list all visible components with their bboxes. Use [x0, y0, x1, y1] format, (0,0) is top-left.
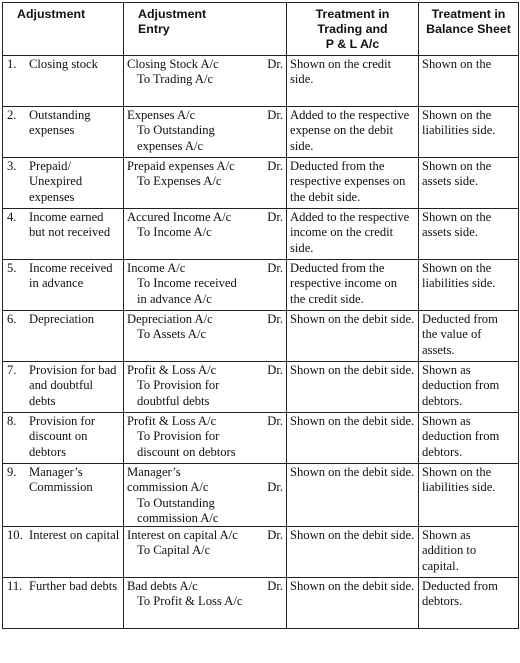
entry-cell	[124, 413, 287, 464]
entry-dr-marker: Dr.	[267, 159, 283, 173]
header-row	[3, 3, 519, 56]
table-row	[3, 260, 519, 311]
table-row	[3, 578, 519, 629]
entry-dr-marker: Dr.	[267, 57, 283, 71]
entry-dr-marker: Dr.	[267, 363, 283, 377]
adjustment-cell	[3, 260, 124, 311]
adjustments-document	[2, 2, 518, 629]
entry-credit-line: To Expenses A/c	[137, 174, 222, 189]
trading-treatment-text: Deducted from the respective income on the credit side.	[290, 261, 398, 306]
entry-debit-account: Income A/c	[127, 261, 186, 275]
entry-debit-account: Profit & Loss A/c	[127, 363, 217, 377]
table-row	[3, 362, 519, 413]
entry-debit-line: Manager’s	[127, 465, 181, 479]
balance-sheet-treatment-cell	[419, 464, 519, 527]
entry-credit-line: commission A/c	[137, 510, 219, 525]
balance-sheet-treatment-cell	[419, 362, 519, 413]
entry-credit-line: expenses A/c	[137, 138, 204, 153]
adjustment-name: Further bad debts	[29, 579, 118, 594]
trading-treatment-text: Shown on the debit side.	[290, 579, 415, 594]
row-number: 6.	[7, 312, 17, 326]
balance-sheet-treatment-text: Shown as addition to capital.	[422, 528, 477, 573]
trading-treatment-cell	[287, 464, 419, 527]
header-adjustment: Adjustment	[3, 3, 124, 56]
balance-sheet-treatment-text: Deducted from the value of assets.	[422, 312, 498, 357]
balance-sheet-treatment-cell	[419, 578, 519, 629]
adjustment-cell	[3, 107, 124, 158]
entry-cell	[124, 527, 287, 578]
adjustment-name: Provision for bad and doubtful debts	[29, 363, 117, 408]
trading-treatment-cell	[287, 209, 419, 260]
entry-debit-account: Depreciation A/c	[127, 312, 213, 326]
balance-sheet-treatment-cell	[419, 107, 519, 158]
table-row	[3, 158, 519, 209]
balance-sheet-treatment-text: Shown on the assets side.	[422, 210, 492, 240]
entry-debit-account: Prepaid expenses A/c	[127, 159, 235, 173]
adjustment-name: Income received in advance	[29, 261, 113, 291]
balance-sheet-treatment-text: Shown on the liabilities side.	[422, 465, 496, 495]
entry-credit-line: To Provision for	[137, 429, 220, 444]
entry-dr-marker: Dr.	[267, 480, 283, 495]
adjustment-name: Manager’s Commission	[29, 465, 93, 495]
entry-credit-line: discount on debtors	[137, 444, 236, 459]
header-balance-sheet-treatment: Treatment in Balance Sheet	[419, 3, 519, 56]
entry-debit-account: Profit & Loss A/c	[127, 414, 217, 428]
adjustment-name: Income earned but not received	[29, 210, 111, 240]
balance-sheet-treatment-text: Shown on the assets side.	[422, 159, 492, 189]
adjustment-name: Interest on capital	[29, 528, 120, 543]
entry-credit-line: To Trading A/c	[137, 72, 214, 87]
trading-treatment-text: Shown on the credit side.	[290, 57, 392, 87]
row-number: 1.	[7, 57, 17, 71]
adjustments-table	[2, 2, 519, 629]
adjustment-cell	[3, 311, 124, 362]
trading-treatment-cell	[287, 311, 419, 362]
entry-dr-marker: Dr.	[267, 210, 283, 224]
adjustment-cell	[3, 209, 124, 260]
adjustment-name: Depreciation	[29, 312, 95, 326]
adjustment-name: Prepaid/ Unexpired expenses	[29, 159, 83, 204]
adjustment-cell	[3, 578, 124, 629]
entry-debit-account: Bad debts A/c	[127, 579, 198, 594]
trading-treatment-cell	[287, 362, 419, 413]
entry-debit-account: Interest on capital A/c	[127, 528, 238, 543]
row-number: 10.	[7, 528, 23, 543]
header-adjustment-entry: Adjustment Entry	[124, 3, 287, 56]
entry-dr-marker: Dr.	[267, 579, 283, 594]
entry-debit-account: Expenses A/c	[127, 108, 196, 122]
entry-credit-line: To Income A/c	[137, 225, 212, 240]
balance-sheet-treatment-cell	[419, 158, 519, 209]
balance-sheet-treatment-text: Shown on the liabilities side.	[422, 108, 496, 138]
entry-dr-marker: Dr.	[267, 312, 283, 326]
table-row	[3, 209, 519, 260]
adjustment-name: Outstanding expenses	[29, 108, 91, 138]
entry-debit-account: commission A/c	[127, 480, 209, 495]
trading-treatment-cell	[287, 107, 419, 158]
trading-treatment-text: Shown on the debit side.	[290, 363, 415, 377]
entry-credit-line: doubtful debts	[137, 393, 210, 408]
entry-cell	[124, 578, 287, 629]
trading-treatment-cell	[287, 260, 419, 311]
entry-cell	[124, 362, 287, 413]
adjustment-name: Closing stock	[29, 57, 98, 71]
entry-credit-line: in advance A/c	[137, 291, 212, 306]
entry-credit-line: To Income received	[137, 276, 237, 291]
trading-treatment-cell	[287, 158, 419, 209]
balance-sheet-treatment-cell	[419, 260, 519, 311]
balance-sheet-treatment-text: Deducted from debtors.	[422, 579, 498, 609]
entry-debit-account: Closing Stock A/c	[127, 57, 219, 71]
trading-treatment-text: Added to the respective income on the credit side.	[290, 210, 410, 255]
trading-treatment-text: Shown on the debit side.	[290, 528, 415, 543]
row-number: 5.	[7, 261, 17, 275]
entry-dr-marker: Dr.	[267, 261, 283, 275]
row-number: 7.	[7, 363, 17, 377]
trading-treatment-text: Shown on the debit side.	[290, 414, 415, 428]
entry-dr-marker: Dr.	[267, 528, 283, 543]
table-row	[3, 311, 519, 362]
entry-cell	[124, 209, 287, 260]
table-row	[3, 413, 519, 464]
entry-credit-line: To Outstanding	[137, 495, 215, 510]
adjustment-cell	[3, 56, 124, 107]
header-trading-treatment: Treatment in Trading and P & L A/c	[287, 3, 419, 56]
entry-dr-marker: Dr.	[267, 108, 283, 122]
entry-cell	[124, 464, 287, 527]
balance-sheet-treatment-cell	[419, 527, 519, 578]
row-number: 3.	[7, 159, 17, 173]
table-row	[3, 464, 519, 527]
trading-treatment-cell	[287, 56, 419, 107]
balance-sheet-treatment-text: Shown as deduction from debtors.	[422, 363, 500, 408]
entry-cell	[124, 158, 287, 209]
adjustment-cell	[3, 413, 124, 464]
row-number: 9.	[7, 465, 17, 479]
row-number: 4.	[7, 210, 17, 224]
row-number: 11.	[7, 579, 23, 594]
entry-credit-line: To Provision for	[137, 378, 220, 393]
trading-treatment-text: Shown on the debit side.	[290, 465, 415, 479]
balance-sheet-treatment-text: Shown on the liabilities side.	[422, 261, 496, 291]
adjustment-cell	[3, 464, 124, 527]
row-number: 8.	[7, 414, 17, 428]
entry-debit-account: Accured Income A/c	[127, 210, 232, 224]
table-row	[3, 107, 519, 158]
entry-cell	[124, 56, 287, 107]
adjustment-cell	[3, 158, 124, 209]
trading-treatment-cell	[287, 578, 419, 629]
adjustment-name: Provision for discount on debtors	[29, 414, 96, 459]
balance-sheet-treatment-cell	[419, 56, 519, 107]
entry-credit-line: To Assets A/c	[137, 327, 207, 342]
trading-treatment-cell	[287, 413, 419, 464]
table-row	[3, 56, 519, 107]
entry-credit-line: To Profit & Loss A/c	[137, 594, 243, 609]
trading-treatment-cell	[287, 527, 419, 578]
entry-dr-marker: Dr.	[267, 414, 283, 428]
balance-sheet-treatment-text: Shown on the	[422, 57, 492, 71]
trading-treatment-text: Added to the respective expense on the debit side.	[290, 108, 410, 153]
trading-treatment-text: Shown on the debit side.	[290, 312, 415, 326]
entry-cell	[124, 107, 287, 158]
adjustment-cell	[3, 527, 124, 578]
table-row	[3, 527, 519, 578]
table-body	[3, 56, 519, 629]
balance-sheet-treatment-cell	[419, 209, 519, 260]
entry-credit-line: To Outstanding	[137, 123, 215, 138]
trading-treatment-text: Deducted from the respective expenses on the debit side.	[290, 159, 406, 204]
adjustment-cell	[3, 362, 124, 413]
balance-sheet-treatment-cell	[419, 311, 519, 362]
balance-sheet-treatment-text: Shown as deduction from debtors.	[422, 414, 500, 459]
entry-cell	[124, 260, 287, 311]
entry-cell	[124, 311, 287, 362]
balance-sheet-treatment-cell	[419, 413, 519, 464]
entry-credit-line: To Capital A/c	[137, 543, 211, 558]
row-number: 2.	[7, 108, 17, 122]
